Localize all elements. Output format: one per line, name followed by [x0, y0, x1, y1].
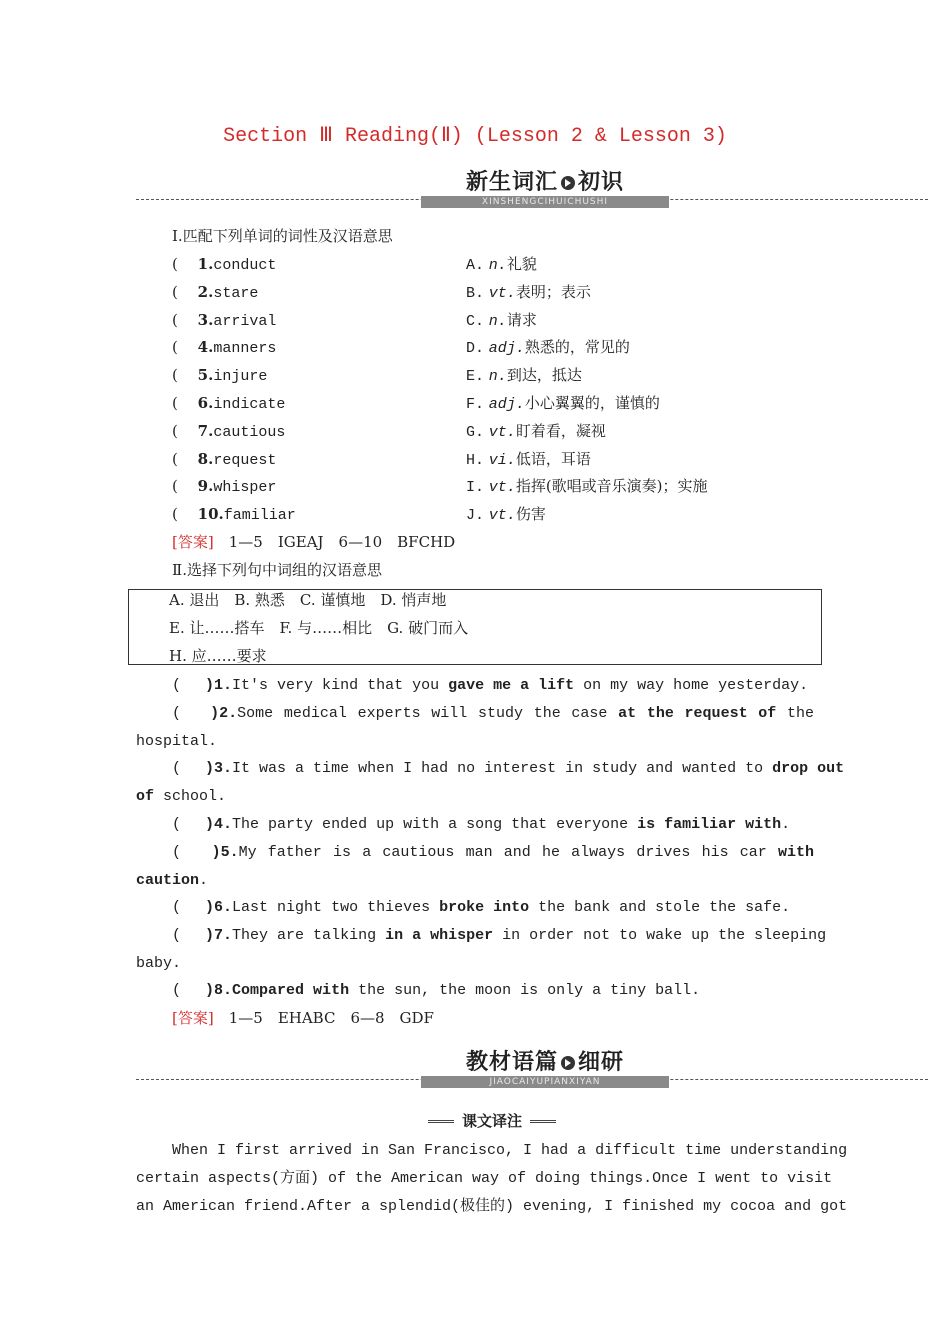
vocab-word: stare — [213, 284, 259, 302]
answer-blank: ( — [172, 255, 178, 273]
box-line: H. 应……要求 — [169, 647, 267, 665]
part-of-speech: adj. — [488, 340, 525, 358]
meaning: 盯着看，凝视 — [515, 421, 606, 440]
vocab-word: manners — [213, 340, 277, 358]
sentence-2-cont: hospital. — [136, 733, 218, 750]
answer-blank: ( — [172, 982, 182, 999]
answer-blank: ( — [172, 816, 182, 833]
answer-label: [答案] — [172, 533, 214, 551]
part1-heading: Ⅰ.匹配下列单词的词性及汉语意思 — [172, 227, 393, 245]
vocab-option — [466, 337, 630, 359]
vocab-word: conduct — [213, 257, 277, 274]
sentence-num: )8. — [205, 982, 233, 999]
sentence-text: My father is a cautious man and he always drives his car — [238, 844, 778, 861]
passage-line: an American friend.After a splendid(极佳的) evening, I finished my cocoa and got — [136, 1198, 848, 1215]
option-letter: I. — [466, 479, 485, 497]
box-line: A. 退出 B. 熟悉 C. 谨慎地 D. 悄声地 — [169, 591, 447, 609]
option-letter: B. — [466, 284, 485, 302]
vocab-word: indicate — [213, 396, 286, 413]
phrase: gave me a lift — [448, 677, 575, 694]
answer-blank: ( — [172, 282, 178, 301]
section-banner-vocab — [136, 165, 928, 213]
vocab-option — [466, 421, 606, 443]
vocab-row — [172, 282, 258, 304]
banner-title-2: 细研 — [578, 1050, 625, 1075]
option-letter: A. — [466, 257, 485, 274]
answer-blank: ( — [172, 505, 178, 524]
vocab-row — [172, 310, 276, 332]
meaning: 指挥(歌唱或音乐演奏)；实施 — [515, 477, 708, 496]
vocab-word: familiar — [223, 507, 296, 525]
banner-title-2: 初识 — [578, 170, 625, 195]
vocab-row — [172, 365, 267, 387]
sentence-text: the sun, the moon is only a tiny ball. — [349, 982, 701, 999]
meaning: 小心翼翼的，谨慎的 — [524, 394, 660, 412]
answer-blank: ( — [172, 760, 182, 777]
answer-blank: ( — [172, 844, 182, 861]
sentence-text: The party ended up with a song that everyone — [232, 816, 638, 833]
sentence-num: )5. — [211, 844, 239, 861]
answer-blank: ( — [172, 477, 178, 496]
sentence-4 — [172, 815, 790, 835]
vocab-option — [466, 365, 582, 387]
sentence-num: )3. — [205, 760, 233, 777]
section-banner-passage — [136, 1045, 928, 1093]
sentence-text: the — [776, 705, 814, 722]
meaning: 伤害 — [515, 505, 546, 524]
answer-blank: ( — [172, 705, 182, 722]
page-title: Section Ⅲ Reading(Ⅱ) (Lesson 2 & Lesson 3) — [223, 125, 727, 148]
answer-blank: ( — [172, 449, 178, 468]
vocab-row — [172, 421, 285, 443]
part1-answer — [172, 532, 455, 552]
sentence-7 — [172, 926, 827, 946]
phrase: broke into — [439, 899, 530, 916]
vocab-num: 3. — [197, 310, 214, 329]
meaning: 表明；表示 — [515, 282, 591, 301]
part2-heading: Ⅱ.选择下列句中词组的汉语意思 — [172, 561, 382, 579]
vocab-word: arrival — [213, 312, 277, 330]
part-of-speech: n. — [488, 312, 507, 330]
phrase: is familiar with — [637, 816, 782, 833]
part-of-speech: vi. — [488, 451, 516, 469]
part-of-speech: vt. — [488, 423, 516, 441]
phrase: drop out — [772, 760, 845, 777]
vocab-num: 4. — [197, 338, 214, 357]
part-of-speech: vt. — [488, 479, 516, 497]
sentence-2 — [172, 704, 814, 724]
sentence-6 — [172, 898, 790, 918]
vocab-num: 9. — [197, 477, 214, 496]
sentence-3 — [172, 759, 845, 779]
sentence-8 — [172, 981, 700, 1001]
sentence-text: the bank and stole the safe. — [529, 899, 791, 916]
option-letter: C. — [466, 312, 485, 330]
sentence-num: )4. — [205, 816, 233, 833]
phrase-options-box — [128, 589, 822, 665]
vocab-option — [466, 393, 660, 415]
subheading: 课文译注 — [430, 1110, 554, 1131]
vocab-option — [466, 476, 708, 498]
answer-blank: ( — [172, 310, 178, 329]
part-of-speech: vt. — [488, 507, 516, 525]
sentence-5 — [172, 843, 814, 863]
vocab-num: 1. — [197, 255, 214, 273]
vocab-word: injure — [213, 368, 268, 386]
answer-text: 1—5 EHABC 6—8 GDF — [228, 1009, 434, 1027]
answer-blank: ( — [172, 338, 178, 357]
passage-line: When I first arrived in San Francisco, I had a difficult time understanding — [172, 1142, 848, 1159]
answer-text: 1—5 IGEAJ 6—10 BFCHD — [228, 533, 456, 551]
banner-title: 教材语篇 — [465, 1050, 558, 1075]
banner-pinyin: XINSHENGCIHUICHUSHI — [421, 196, 669, 208]
part-of-speech: adj. — [488, 396, 525, 413]
banner-title: 新生词汇 — [465, 170, 558, 195]
option-letter: G. — [466, 423, 485, 441]
vocab-word: request — [213, 451, 277, 469]
option-letter: J. — [466, 507, 485, 525]
vocab-num: 8. — [197, 449, 214, 468]
meaning: 到达，抵达 — [506, 366, 582, 385]
sentence-num: )6. — [205, 899, 233, 916]
phrase: Compared with — [232, 982, 350, 999]
answer-blank: ( — [172, 677, 182, 694]
passage-line: certain aspects(方面) of the American way of doing things.Once I went to visit — [136, 1170, 833, 1187]
vocab-num: 10. — [197, 505, 224, 524]
option-letter: H. — [466, 451, 485, 469]
vocab-word: whisper — [213, 479, 277, 497]
vocab-row — [172, 393, 285, 415]
sentence-7-cont: baby. — [136, 955, 182, 972]
answer-blank: ( — [172, 927, 182, 944]
vocab-num: 7. — [197, 421, 214, 440]
vocab-option — [466, 504, 546, 526]
vocab-row — [172, 337, 276, 359]
sentence-1 — [172, 676, 808, 696]
phrase: with — [777, 844, 814, 861]
phrase: caution — [136, 872, 200, 889]
vocab-option — [466, 310, 537, 332]
answer-blank: ( — [172, 394, 178, 412]
phrase: in a whisper — [385, 927, 494, 944]
vocab-option — [466, 282, 591, 304]
sentence-text: school. — [154, 788, 227, 805]
meaning: 礼貌 — [506, 255, 537, 273]
sentence-text: in order not to wake up the sleeping — [493, 927, 827, 944]
meaning: 熟悉的，常见的 — [524, 338, 630, 357]
sentence-text: It was a time when I had no interest in study and wanted to — [232, 760, 773, 777]
answer-blank: ( — [172, 421, 178, 440]
option-letter: D. — [466, 340, 485, 358]
vocab-row — [172, 449, 276, 471]
vocab-row — [172, 254, 276, 276]
sentence-text: on my way home yesterday. — [574, 677, 809, 694]
sentence-text: . — [199, 872, 209, 889]
sentence-num: )2. — [210, 705, 238, 722]
box-line: E. 让……搭车 F. 与……相比 G. 破门而入 — [169, 619, 469, 637]
sentence-text: . — [781, 816, 791, 833]
meaning: 低语，耳语 — [515, 449, 591, 468]
part-of-speech: n. — [488, 257, 507, 274]
vocab-word: cautious — [213, 423, 286, 441]
sentence-text: It's very kind that you — [232, 677, 449, 694]
arrow-circle-icon — [561, 1056, 575, 1070]
sentence-3-cont — [136, 787, 226, 807]
answer-blank: ( — [172, 366, 178, 385]
part-of-speech: n. — [488, 368, 507, 386]
vocab-option — [466, 449, 591, 471]
vocab-num: 2. — [197, 282, 214, 301]
part2-answer — [172, 1008, 434, 1028]
meaning: 请求 — [506, 310, 537, 329]
option-letter: F. — [466, 396, 485, 413]
phrase: of — [136, 788, 155, 805]
vocab-num: 5. — [197, 366, 214, 385]
answer-label: [答案] — [172, 1009, 214, 1027]
part-of-speech: vt. — [488, 284, 516, 302]
answer-blank: ( — [172, 899, 182, 916]
sentence-text: Some medical experts will study the case — [237, 705, 619, 722]
sentence-5-cont — [136, 871, 208, 891]
vocab-num: 6. — [197, 394, 214, 412]
vocab-row — [172, 476, 276, 498]
phrase: at the request of — [618, 705, 777, 722]
option-letter: E. — [466, 368, 485, 386]
arrow-circle-icon — [561, 176, 575, 190]
sentence-num: )1. — [205, 677, 233, 694]
sentence-text: They are talking — [232, 927, 386, 944]
banner-pinyin: JIAOCAIYUPIANXIYAN — [421, 1076, 669, 1088]
sentence-text: Last night two thieves — [232, 899, 440, 916]
vocab-row — [172, 504, 296, 526]
vocab-option — [466, 254, 537, 276]
sentence-num: )7. — [205, 927, 233, 944]
